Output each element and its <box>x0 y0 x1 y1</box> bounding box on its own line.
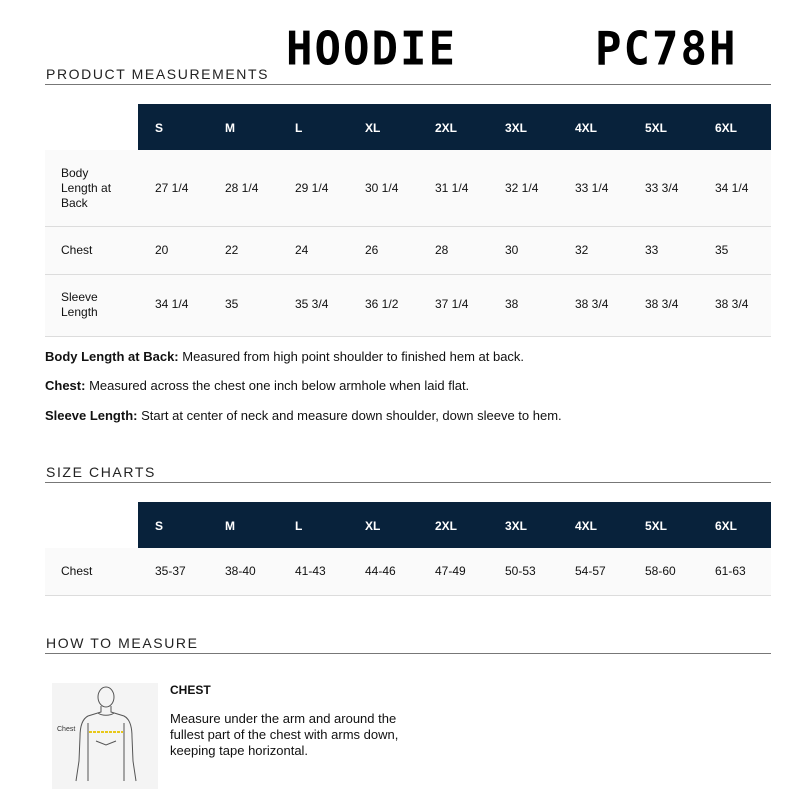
style-code: PC78H <box>595 22 738 77</box>
chest-measure-figure <box>52 683 158 789</box>
table-cell: 26 <box>365 243 379 257</box>
table-cell: 34 1/4 <box>155 297 189 311</box>
row-label: Sleeve Length <box>61 290 98 319</box>
table-cell: 35 <box>225 297 239 311</box>
table-cell: 29 1/4 <box>295 181 329 195</box>
table-cell: 33 1/4 <box>575 181 609 195</box>
table-cell: 35 3/4 <box>295 297 329 311</box>
table-cell: 22 <box>225 243 239 257</box>
measurements-section-title: PRODUCT MEASUREMENTS <box>46 66 270 82</box>
table-cell: 28 1/4 <box>225 181 259 195</box>
table-cell: 44-46 <box>365 564 396 578</box>
table-cell: 38 <box>505 297 519 311</box>
size-header-l: L <box>295 121 303 135</box>
table-header <box>138 502 771 548</box>
table-cell: 47-49 <box>435 564 466 578</box>
table-cell: 38-40 <box>225 564 256 578</box>
measurements-table <box>45 104 771 337</box>
table-cell: 61-63 <box>715 564 746 578</box>
size-header-2xl: 2XL <box>435 121 458 135</box>
table-row <box>45 227 771 275</box>
table-header <box>138 104 771 150</box>
table-row <box>45 275 771 337</box>
table-cell: 41-43 <box>295 564 326 578</box>
table-cell: 50-53 <box>505 564 536 578</box>
table-row <box>45 150 771 227</box>
table-cell: 35 <box>715 243 729 257</box>
table-cell: 30 1/4 <box>365 181 399 195</box>
size-header-6xl: 6XL <box>715 519 738 533</box>
table-cell: 32 <box>575 243 589 257</box>
table-cell: 36 1/2 <box>365 297 399 311</box>
divider <box>45 482 771 483</box>
note-chest <box>45 378 469 393</box>
figure-label: Chest <box>57 726 76 733</box>
size-header-5xl: 5XL <box>645 121 668 135</box>
size-header-l: L <box>295 519 303 533</box>
table-cell: 31 1/4 <box>435 181 469 195</box>
size-chart-table <box>45 502 771 596</box>
size-header-xl: XL <box>365 519 381 533</box>
table-cell: 35-37 <box>155 564 186 578</box>
size-header-4xl: 4XL <box>575 519 598 533</box>
how-to-instructions: Measure under the arm and around the fullest part of the chest with arms down, keeping tape horizontal. <box>170 711 399 758</box>
table-cell: 54-57 <box>575 564 606 578</box>
body-outline-icon <box>52 683 158 789</box>
divider <box>45 84 771 85</box>
table-cell: 24 <box>295 243 309 257</box>
note-text: Measured across the chest one inch below armhole when laid flat. <box>85 378 470 393</box>
table-cell: 34 1/4 <box>715 181 749 195</box>
size-header-3xl: 3XL <box>505 121 528 135</box>
table-cell: 33 <box>645 243 659 257</box>
divider <box>45 653 771 654</box>
note-term: Chest: <box>45 378 86 393</box>
size-header-s: S <box>155 519 164 533</box>
size-header-4xl: 4XL <box>575 121 598 135</box>
note-term: Body Length at Back: <box>45 349 179 364</box>
how-to-heading: CHEST <box>170 683 211 697</box>
table-cell: 38 3/4 <box>575 297 609 311</box>
size-header-3xl: 3XL <box>505 519 528 533</box>
table-cell: 28 <box>435 243 449 257</box>
table-cell: 38 3/4 <box>645 297 679 311</box>
note-text: Start at center of neck and measure down shoulder, down sleeve to hem. <box>137 408 562 423</box>
note-body-length <box>45 349 524 364</box>
size-header-m: M <box>225 519 235 533</box>
table-cell: 30 <box>505 243 519 257</box>
size-header-xl: XL <box>365 121 381 135</box>
size-header-m: M <box>225 121 235 135</box>
row-label: Chest <box>61 564 93 578</box>
size-header-2xl: 2XL <box>435 519 458 533</box>
size-header-5xl: 5XL <box>645 519 668 533</box>
table-cell: 58-60 <box>645 564 676 578</box>
size-chart-section-title: SIZE CHARTS <box>46 464 156 480</box>
table-cell: 37 1/4 <box>435 297 469 311</box>
note-text: Measured from high point shoulder to finished hem at back. <box>178 349 525 364</box>
table-cell: 33 3/4 <box>645 181 679 195</box>
note-term: Sleeve Length: <box>45 408 138 423</box>
size-header-s: S <box>155 121 164 135</box>
table-cell: 38 3/4 <box>715 297 749 311</box>
row-label: Chest <box>61 243 93 257</box>
row-label: Body Length at Back <box>61 166 112 210</box>
table-cell: 27 1/4 <box>155 181 189 195</box>
product-title: HOODIE <box>286 22 457 77</box>
how-to-measure-section-title: HOW TO MEASURE <box>46 635 199 651</box>
table-row <box>45 548 771 596</box>
note-sleeve-length <box>45 408 562 423</box>
table-cell: 20 <box>155 243 169 257</box>
size-header-6xl: 6XL <box>715 121 738 135</box>
table-cell: 32 1/4 <box>505 181 539 195</box>
